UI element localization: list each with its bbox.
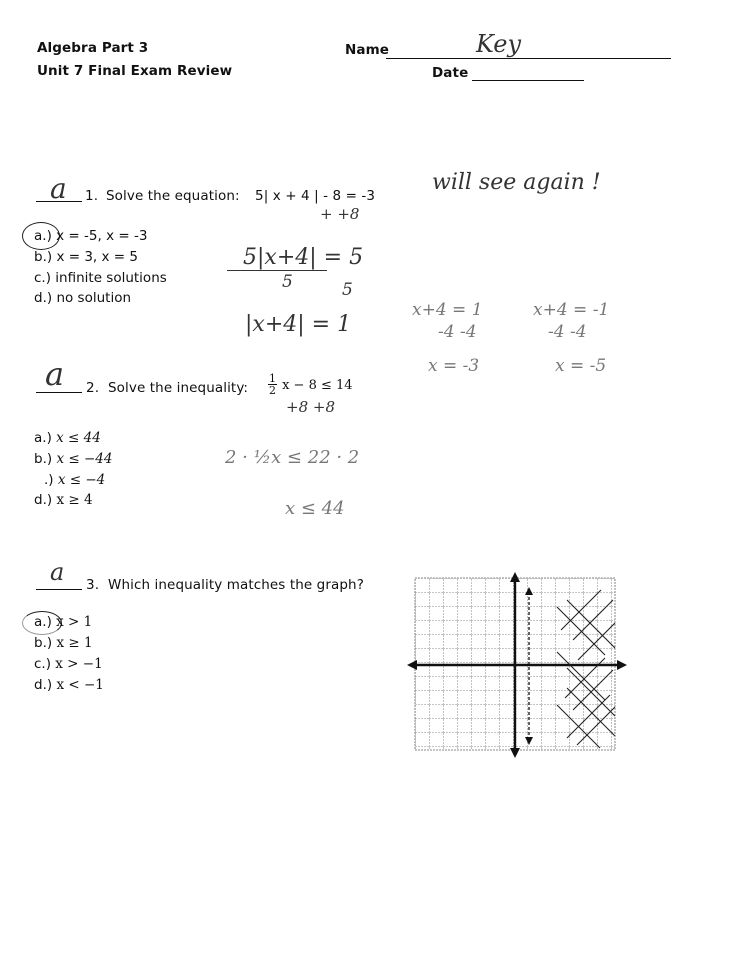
answer-value-1: a <box>50 172 67 205</box>
option-2c[interactable]: .) x ≤ −4 <box>44 472 106 488</box>
work-1-divide-bottom-right: 5 <box>342 280 353 300</box>
work-1-case1-line3: x = -3 <box>428 356 480 376</box>
work-1-divide-bar <box>227 270 327 271</box>
work-1-abs-result: |x+4| = 1 <box>245 312 352 337</box>
work-1-note: will see again ! <box>432 170 601 195</box>
answer-value-2: a <box>45 355 65 393</box>
option-3d[interactable]: d.) x < −1 <box>34 677 104 693</box>
fraction-half: $\frac{1}{2}$ <box>269 372 276 397</box>
name-field[interactable] <box>386 58 671 59</box>
work-1-case1-line2: -4 -4 <box>438 322 477 342</box>
option-3c[interactable]: c.) x > −1 <box>34 656 103 672</box>
date-label: Date <box>432 65 469 81</box>
option-2d[interactable]: d.) x ≥ 4 <box>34 492 93 508</box>
question-expression-2: $\frac{1}{2}$ x − 8 ≤ 14 <box>269 372 353 397</box>
work-1-case2-line3: x = -5 <box>555 356 607 376</box>
option-2b[interactable]: b.) x ≤ −44 <box>34 451 113 467</box>
unit-title: Unit 7 Final Exam Review <box>37 63 233 79</box>
work-1-case1-line1: x+4 = 1 <box>412 300 483 320</box>
work-1-divide-top: 5|x+4| = 5 <box>243 245 364 270</box>
work-2-multiply-step: 2 · ½x ≤ 22 · 2 <box>225 447 360 468</box>
option-1b[interactable]: b.) x = 3, x = 5 <box>34 249 138 265</box>
answer-value-3: a <box>50 558 65 586</box>
work-1-divide-bottom-left: 5 <box>282 272 293 292</box>
option-1c[interactable]: c.) infinite solutions <box>34 270 167 286</box>
x-axis-right-arrow-icon <box>617 660 627 670</box>
work-1-case2-line1: x+4 = -1 <box>533 300 610 320</box>
answer-blank-3[interactable] <box>36 589 82 590</box>
option-1d[interactable]: d.) no solution <box>34 290 132 306</box>
name-value: Key <box>476 30 522 58</box>
course-title: Algebra Part 3 <box>37 40 149 56</box>
work-1-case2-line2: -4 -4 <box>548 322 587 342</box>
work-2-result: x ≤ 44 <box>285 498 345 519</box>
work-1-add-step: + +8 <box>320 205 360 223</box>
option-3a[interactable]: a.) x > 1 <box>34 614 93 630</box>
question-prompt-3: Which inequality matches the graph? <box>108 577 364 593</box>
inequality-graph <box>405 570 630 760</box>
x-axis-left-arrow-icon <box>407 660 417 670</box>
option-1a[interactable]: a.) x = -5, x = -3 <box>34 228 148 244</box>
date-field[interactable] <box>472 80 584 81</box>
y-axis-down-arrow-icon <box>510 748 520 758</box>
work-2-add-step: +8 +8 <box>286 398 335 416</box>
question-number-3: 3. <box>86 577 100 593</box>
question-expression-1: 5| x + 4 | - 8 = -3 <box>255 188 376 204</box>
option-3b[interactable]: b.) x ≥ 1 <box>34 635 93 651</box>
option-2a[interactable]: a.) x ≤ 44 <box>34 430 101 446</box>
name-label: Name <box>345 42 390 58</box>
question-number-2: 2. <box>86 380 100 396</box>
question-number-1: 1. <box>85 188 99 204</box>
question-prompt-1: Solve the equation: <box>106 188 240 204</box>
question-prompt-2: Solve the inequality: <box>108 380 249 396</box>
y-axis-up-arrow-icon <box>510 572 520 582</box>
